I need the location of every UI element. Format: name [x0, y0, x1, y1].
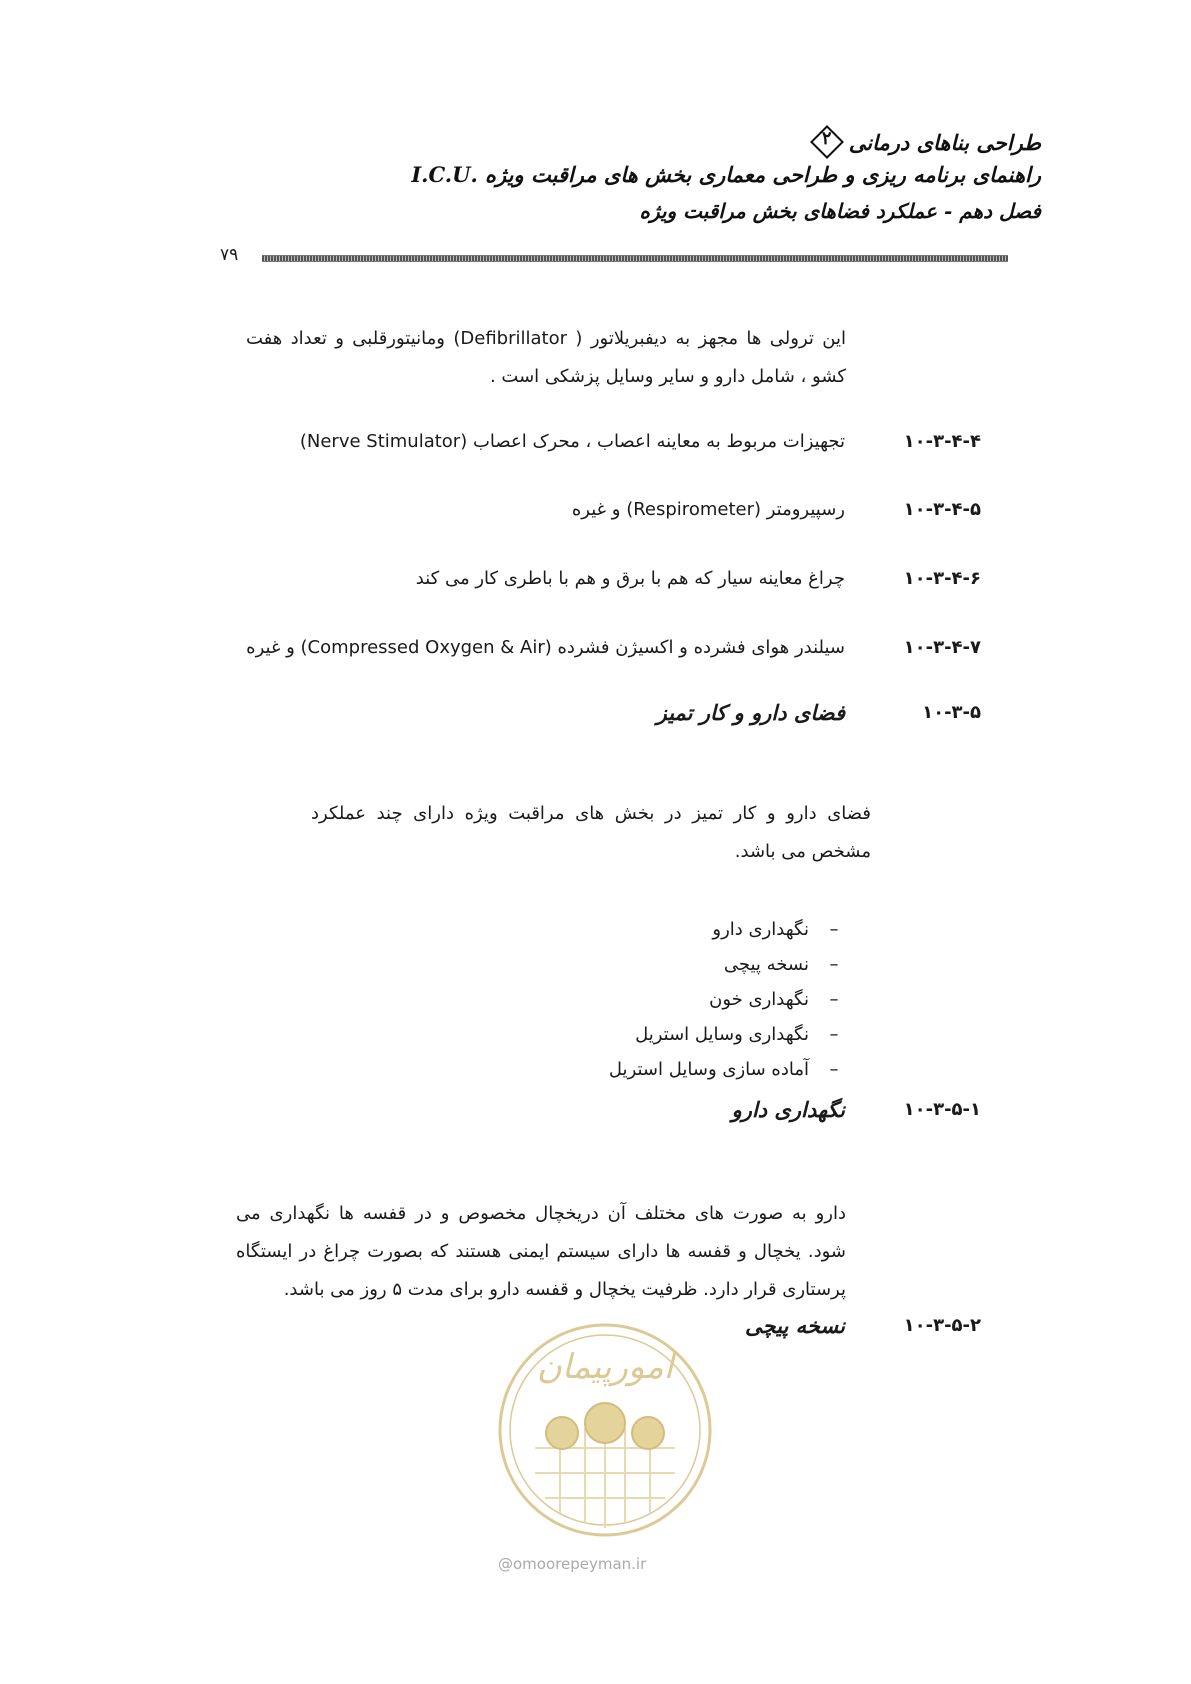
section-number: ۱۰-۳-۵ — [922, 702, 981, 723]
section-number: ۱۰-۳-۵-۲ — [903, 1315, 981, 1336]
paragraph-functions: فضای دارو و کار تمیز در بخش های مراقبت ویژه دارای چند عملکرد مشخص می باشد. — [311, 803, 871, 862]
watermark-seal-icon — [490, 1318, 720, 1543]
watermark-logo-text: امورپیمان — [536, 1347, 674, 1387]
paragraph-storage: دارو به صورت های مختلف آن دریخچال مخصوص و در قفسه ها نگهداری می شود. یخچال و قفسه ها دارای سیستم ایمنی هستند که بصورت چراغ در ایستگاه پرستاری قرار دارد. ظرفیت یخچال و قفسه دارو برای مدت ۵ روز می باشد. — [236, 1203, 846, 1300]
header-title-line1 — [809, 124, 1041, 160]
list-item — [609, 912, 841, 947]
list-item-text: نگهداری خون — [709, 989, 809, 1010]
list-item — [609, 947, 841, 982]
list-item — [609, 1052, 841, 1087]
section-title: فضای دارو و کار تمیز — [656, 700, 845, 725]
chapter-title: فصل دهم - عملکرد فضاهای بخش مراقبت ویژه — [639, 199, 1041, 223]
section-title: نسخه پیچی — [745, 1313, 845, 1338]
item-text: تجهیزات مربوط به معاینه اعصاب ، محرک اعصاب (Nerve Stimulator) — [299, 430, 845, 452]
list-item — [609, 1017, 841, 1052]
section-heading — [745, 1313, 981, 1338]
item-text: رسپیرومتر (Respirometer) و غیره — [571, 498, 845, 520]
section-heading — [657, 700, 981, 725]
book-title: طراحی بناهای درمانی — [848, 129, 1041, 155]
function-list — [609, 912, 841, 1087]
page-number: ۷۹ — [220, 245, 239, 265]
paragraph-trolley: این ترولی ها مجهز به دیفبریلاتور ( Defibrillator) ومانیتورقلبی و تعداد هفت کشو ، شامل دارو و سایر وسایل پزشکی است . — [246, 328, 846, 387]
list-dash: – — [829, 919, 839, 940]
volume-number: ۲ — [821, 128, 832, 149]
item-number: ۱۰-۳-۴-۴ — [903, 430, 981, 452]
header-divider — [262, 255, 1008, 262]
section-heading — [732, 1097, 981, 1122]
list-item — [300, 426, 981, 456]
list-item-text: نسخه پیچی — [723, 954, 809, 975]
section-number: ۱۰-۳-۵-۱ — [903, 1099, 981, 1120]
list-item — [246, 632, 981, 662]
book-subtitle: راهنمای برنامه ریزی و طراحی معماری بخش های مراقبت ویژه .I.C.U — [411, 162, 1041, 187]
item-number: ۱۰-۳-۴-۶ — [903, 567, 981, 589]
list-item-text: نگهداری وسایل استریل — [635, 1024, 809, 1045]
item-number: ۱۰-۳-۴-۵ — [903, 498, 981, 520]
list-dash: – — [829, 989, 839, 1010]
list-dash: – — [829, 1059, 839, 1080]
item-text: چراغ معاینه سیار که هم با برق و هم با باطری کار می کند — [415, 567, 845, 589]
list-item-text: نگهداری دارو — [712, 919, 809, 940]
list-dash: – — [829, 1024, 839, 1045]
list-item-text: آماده سازی وسایل استریل — [608, 1059, 809, 1080]
volume-diamond — [809, 124, 845, 160]
section-title: نگهداری دارو — [731, 1097, 845, 1122]
list-dash: – — [829, 954, 839, 975]
list-item — [609, 982, 841, 1017]
list-item — [416, 563, 981, 593]
watermark-url: @omoorepeyman.ir — [498, 1555, 647, 1573]
item-number: ۱۰-۳-۴-۷ — [903, 636, 981, 658]
list-item — [572, 494, 981, 524]
item-text: سیلندر هوای فشرده و اکسیژن فشرده (Compressed Oxygen & Air) و غیره — [246, 636, 845, 658]
